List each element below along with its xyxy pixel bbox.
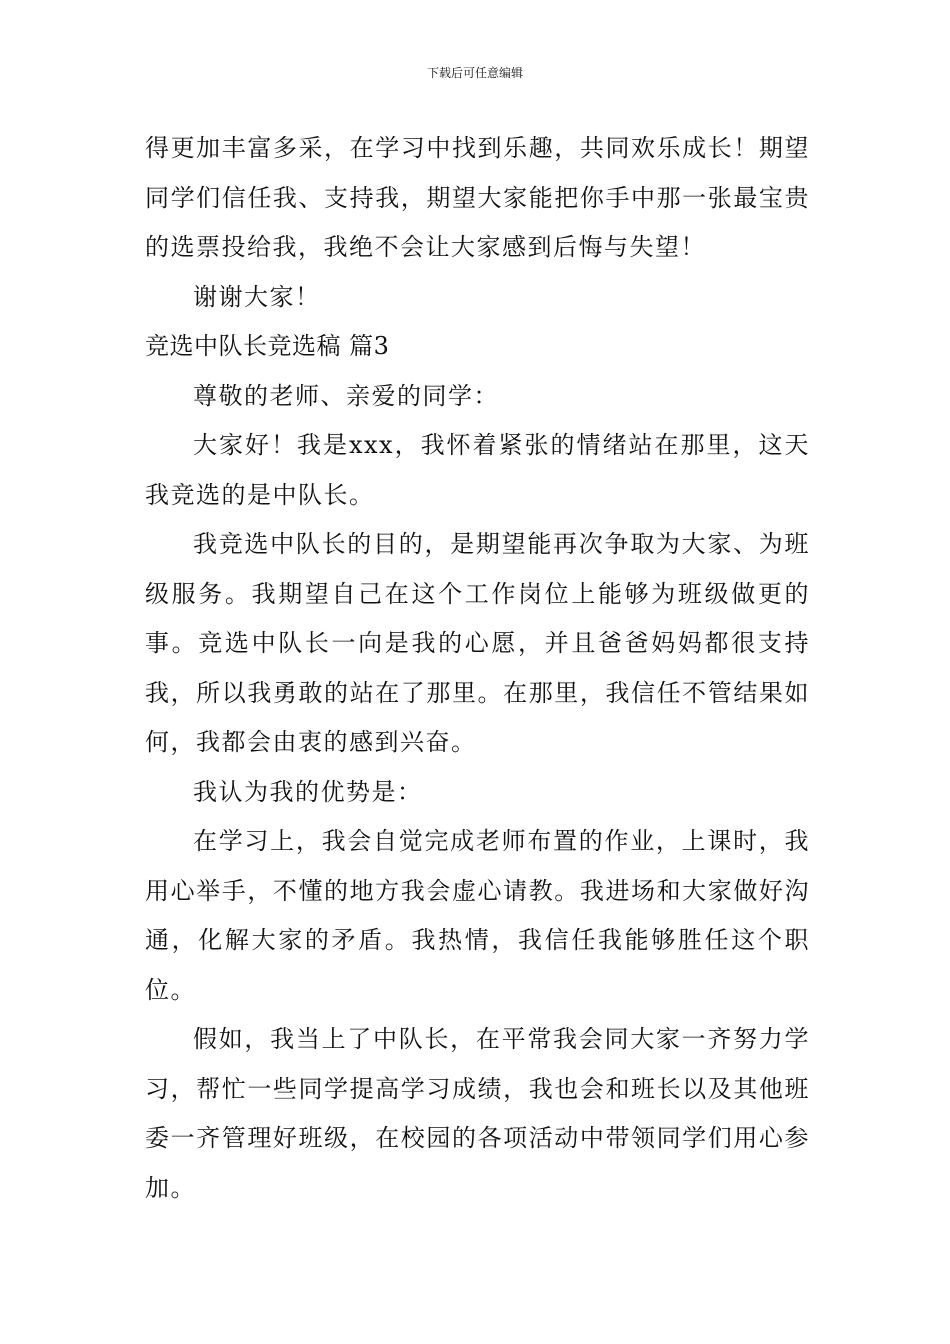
- section-heading: 竞选中队长竞选稿 篇3: [145, 332, 390, 360]
- thanks-line: 谢谢大家！: [193, 282, 321, 311]
- document-body: [145, 124, 810, 1213]
- paragraph-purpose: 我竞选中队长的目的，是期望能再次争取为大家、为班级服务。我期望自己在这个工作岗位上能够为班级做更的事。竞选中队长一向是我的心愿，并且爸爸妈妈都很支持我，所以我勇敢的站在了那里。在那里，我信任不管结果如何，我都会由衷的感到兴奋。: [145, 530, 810, 756]
- paragraph-plan: 假如，我当上了中队长，在平常我会同大家一齐努力学习，帮忙一些同学提高学习成绩，我也会和班长以及其他班委一齐管理好班级，在校园的各项活动中带领同学们用心参加。: [145, 1025, 810, 1202]
- continued-paragraph: 得更加丰富多采，在学习中找到乐趣，共同欢乐成长！期望同学们信任我、支持我，期望大家能把你手中那一张最宝贵的选票投给我，我绝不会让大家感到后悔与失望！: [145, 134, 810, 261]
- paragraph-study: 在学习上，我会自觉完成老师布置的作业，上课时，我用心举手，不懂的地方我会虚心请教。我进场和大家做好沟通，化解大家的矛盾。我热情，我信任我能够胜任这个职位。: [145, 827, 810, 1004]
- paragraph-advantages: 我认为我的优势是：: [193, 777, 423, 806]
- greeting-line: 尊敬的老师、亲爱的同学：: [193, 381, 499, 410]
- page-header: 下载后可任意编辑: [426, 66, 523, 80]
- paragraph-intro: 大家好！我是xxx，我怀着紧张的情绪站在那里，这天我竞选的是中队长。: [145, 431, 810, 509]
